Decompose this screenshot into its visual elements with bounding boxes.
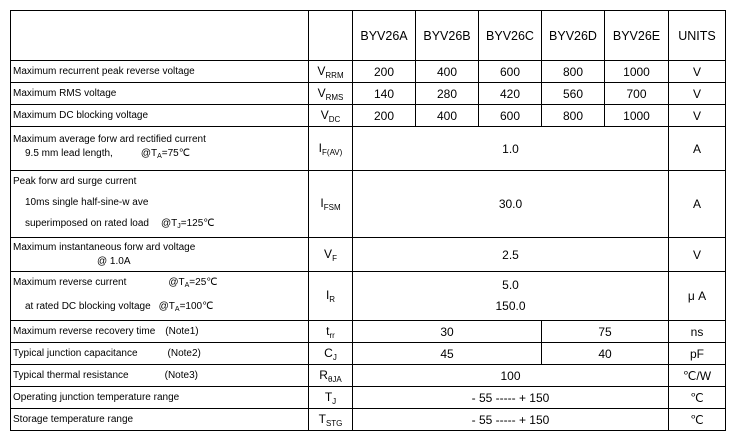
value-tj: - 55 ----- + 150 [353,387,669,409]
value-vrms-d: 560 [542,83,605,105]
value-vrms-b: 280 [416,83,479,105]
unit-tstg: ℃ [669,409,726,431]
row-tj [11,387,726,409]
value-ifsm: 30.0 [353,171,669,238]
param-vf-title: Maximum instantaneous forw ard voltage [13,241,196,253]
header-byv26a: BYV26A [353,11,416,61]
unit-vdc: V [669,105,726,127]
param-ifav-condition: 9.5 mm lead length, $@T_A=75℃$ [25,148,190,160]
value-vrrm-e: 1000 [605,61,669,83]
header-byv26c: BYV26C [479,11,542,61]
row-cj [11,343,726,365]
param-vf-condition: @ 1.0A [97,255,131,267]
value-cj-abc: 45 [353,343,542,365]
param-ifsm-condition-2: superimposed on rated load $@T_J=125℃$ [25,218,215,230]
symbol-vdc: $V_{DC}$ [309,105,353,127]
row-vrms [11,83,726,105]
param-ifav [11,127,309,171]
header-byv26e: BYV26E [605,11,669,61]
row-trr [11,321,726,343]
value-vrms-c: 420 [479,83,542,105]
symbol-vrms: $V_{RMS}$ [309,83,353,105]
unit-vrms: V [669,83,726,105]
value-vdc-c: 600 [479,105,542,127]
symbol-tstg: $T_{STG}$ [309,409,353,431]
value-rja: 100 [353,365,669,387]
header-byv26b: BYV26B [416,11,479,61]
param-ir [11,272,309,321]
unit-tj: ℃ [669,387,726,409]
value-cj-de: 40 [542,343,669,365]
value-trr-de: 75 [542,321,669,343]
symbol-ifav: $I_{F(AV)}$ [309,127,353,171]
param-ifsm-title: Peak forw ard surge current [13,176,137,187]
header-blank-param [11,11,309,61]
symbol-vf: $V_F$ [309,238,353,272]
value-vdc-b: 400 [416,105,479,127]
unit-ifav: A [669,127,726,171]
value-vdc-d: 800 [542,105,605,127]
value-vdc-a: 200 [353,105,416,127]
value-vrrm-d: 800 [542,61,605,83]
row-ir [11,272,726,321]
param-tstg: Storage temperature range [11,409,309,431]
row-vf [11,238,726,272]
header-blank-symbol [309,11,353,61]
value-ir [353,272,669,321]
row-vrrm [11,61,726,83]
param-rja: Typical thermal resistance (Note3) [11,365,309,387]
row-tstg [11,409,726,431]
row-ifsm [11,171,726,238]
param-vrrm: Maximum recurrent peak reverse voltage [11,61,309,83]
value-ifav: 1.0 [353,127,669,171]
row-rja [11,365,726,387]
value-vrrm-a: 200 [353,61,416,83]
unit-cj: pF [669,343,726,365]
symbol-vrrm: $V_{RRM}$ [309,61,353,83]
param-ir-condition: at rated DC blocking voltage $@T_A=100℃$ [25,301,214,313]
unit-vf: V [669,238,726,272]
param-tj: Operating junction temperature range [11,387,309,409]
param-ifsm-condition-1: 10ms single half-sine-w ave [25,197,149,208]
param-ir-title: Maximum reverse current $@T_A=25℃$ [13,277,218,289]
symbol-trr: $t_{rr}$ [309,321,353,343]
param-trr: Maximum reverse recovery time (Note1) [11,321,309,343]
symbol-rja: $R_{\theta JA}$ [309,365,353,387]
value-vdc-e: 1000 [605,105,669,127]
value-tstg: - 55 ----- + 150 [353,409,669,431]
unit-trr: ns [669,321,726,343]
symbol-cj: $C_J$ [309,343,353,365]
param-vdc: Maximum DC blocking voltage [11,105,309,127]
unit-ir: μ A [669,272,726,321]
param-vrms: Maximum RMS voltage [11,83,309,105]
symbol-ifsm: $I_{FSM}$ [309,171,353,238]
unit-ifsm: A [669,171,726,238]
param-cj: Typical junction capacitance (Note2) [11,343,309,365]
unit-vrrm: V [669,61,726,83]
header-units: UNITS [669,11,726,61]
symbol-ir: $I_R$ [309,272,353,321]
header-byv26d: BYV26D [542,11,605,61]
header-row [11,11,726,61]
value-vrms-a: 140 [353,83,416,105]
value-ir-25c: 5.0 [502,278,519,292]
value-ir-100c: 150.0 [495,299,526,313]
value-vf: 2.5 [353,238,669,272]
symbol-tj: $T_J$ [309,387,353,409]
value-vrms-e: 700 [605,83,669,105]
param-ifav-title: Maximum average forw ard rectified current [13,134,206,145]
unit-rja: ℃/W [669,365,726,387]
ratings-table [10,10,726,431]
row-ifav [11,127,726,171]
row-vdc [11,105,726,127]
param-ifsm [11,171,309,238]
value-vrrm-b: 400 [416,61,479,83]
value-trr-abc: 30 [353,321,542,343]
param-vf [11,238,309,272]
value-vrrm-c: 600 [479,61,542,83]
